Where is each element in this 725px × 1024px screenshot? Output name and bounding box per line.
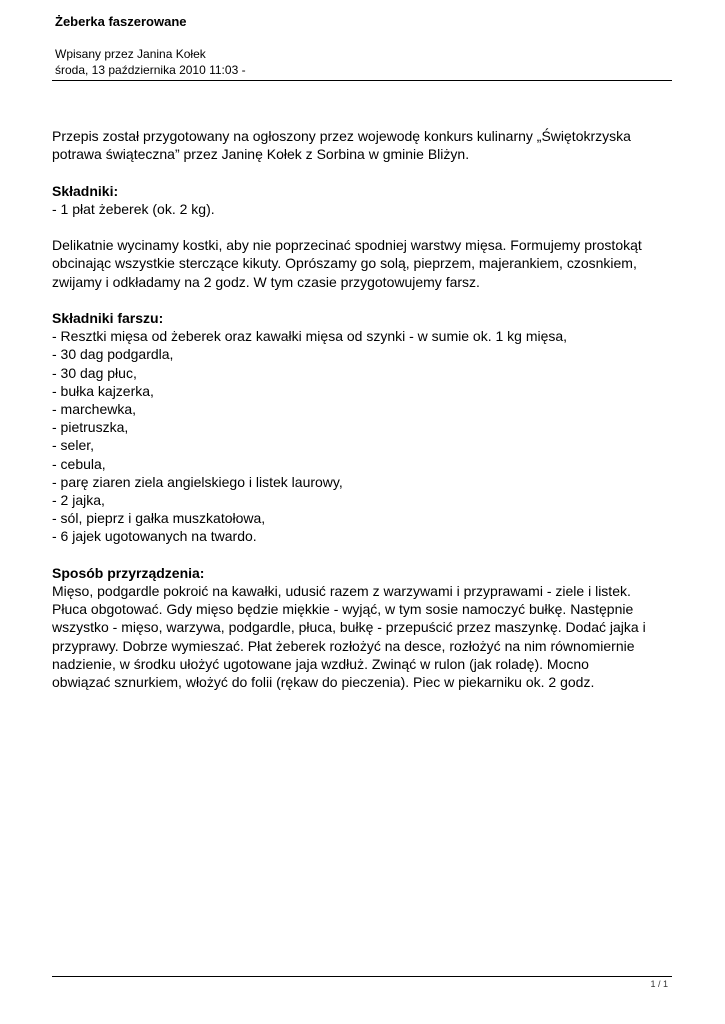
text-line: Płuca obgotować. Gdy mięso będzie miękkie - wyjąć, w tym sosie namoczyć bułkę. Następnie <box>52 601 634 618</box>
text-line: Przepis został przygotowany na ogłoszony przez wojewodę konkurs kulinarny „Świętokrzyska <box>52 128 631 144</box>
list-item: - 2 jajka, <box>52 492 105 509</box>
intro-paragraph <box>52 127 682 163</box>
list-item: - 6 jajek ugotowanych na twardo. <box>52 528 257 545</box>
stuffing-list <box>52 327 682 545</box>
method-paragraph <box>52 582 682 691</box>
header-divider <box>52 80 672 81</box>
text-line: wszystko - mięso, warzywa, podgardle, płuca, bułkę - przepuścić przez maszynkę. Dodać jajka i <box>52 619 646 636</box>
list-item: - 30 dag płuc, <box>52 364 137 381</box>
text-line: zwijamy i odkładamy na 2 godz. W tym czasie przygotowujemy farsz. <box>52 273 480 290</box>
text-line: Mięso, podgardle pokroić na kawałki, udusić razem z warzywami i przyprawami - ziele i listek. <box>52 583 631 600</box>
text-line: obcinając wszystkie sterczące kikuty. Oprószamy go solą, pieprzem, majerankiem, czosnkiem, <box>52 255 637 272</box>
article-body <box>52 127 682 691</box>
prep-paragraph <box>52 236 682 291</box>
text-line: obwiązać sznurkiem, włożyć do folii (rękaw do pieczenia). Piec w piekarniku ok. 2 godz. <box>52 674 595 691</box>
page-number: 1 / 1 <box>650 979 668 989</box>
list-item: - pietruszka, <box>52 419 129 436</box>
author-line: Wpisany przez Janina Kołek <box>55 47 206 61</box>
list-item: - bułka kajzerka, <box>52 382 154 399</box>
stuffing-heading: Składniki farszu: <box>52 309 164 326</box>
list-item: - parę ziaren ziela angielskiego i listek laurowy, <box>52 473 343 490</box>
date-line: środa, 13 października 2010 11:03 - <box>55 63 246 77</box>
text-line: Delikatnie wycinamy kostki, aby nie poprzecinać spodniej warstwy mięsa. Formujemy prostokąt <box>52 237 642 254</box>
ingredients-heading: Składniki: <box>52 182 119 199</box>
list-item: - Resztki mięsa od żeberek oraz kawałki mięsa od szynki - w sumie ok. 1 kg mięsa, <box>52 328 568 345</box>
list-item: - marchewka, <box>52 401 137 417</box>
list-item: - cebula, <box>52 455 106 472</box>
text-line: nadzienie, w środku ułożyć ugotowane jaja wzdłuż. Zwinąć w rulon (jak roladę). Mocno <box>52 655 589 672</box>
list-item: - 30 dag podgardla, <box>52 346 174 363</box>
method-heading: Sposób przyrządzenia: <box>52 564 205 581</box>
footer-divider <box>52 976 672 977</box>
page-title: Żeberka faszerowane <box>55 14 187 29</box>
list-item: - seler, <box>52 437 95 454</box>
text-line: przyprawy. Dobrze wymieszać. Płat żeberek rozłożyć na desce, rozłożyć na nim równomiernie <box>52 637 635 654</box>
list-item: - sól, pieprz i gałka muszkatołowa, <box>52 510 266 527</box>
list-item: - 1 płat żeberek (ok. 2 kg). <box>52 200 215 217</box>
text-line: potrawa świąteczna” przez Janinę Kołek z Sorbina w gminie Bliżyn. <box>52 146 470 163</box>
